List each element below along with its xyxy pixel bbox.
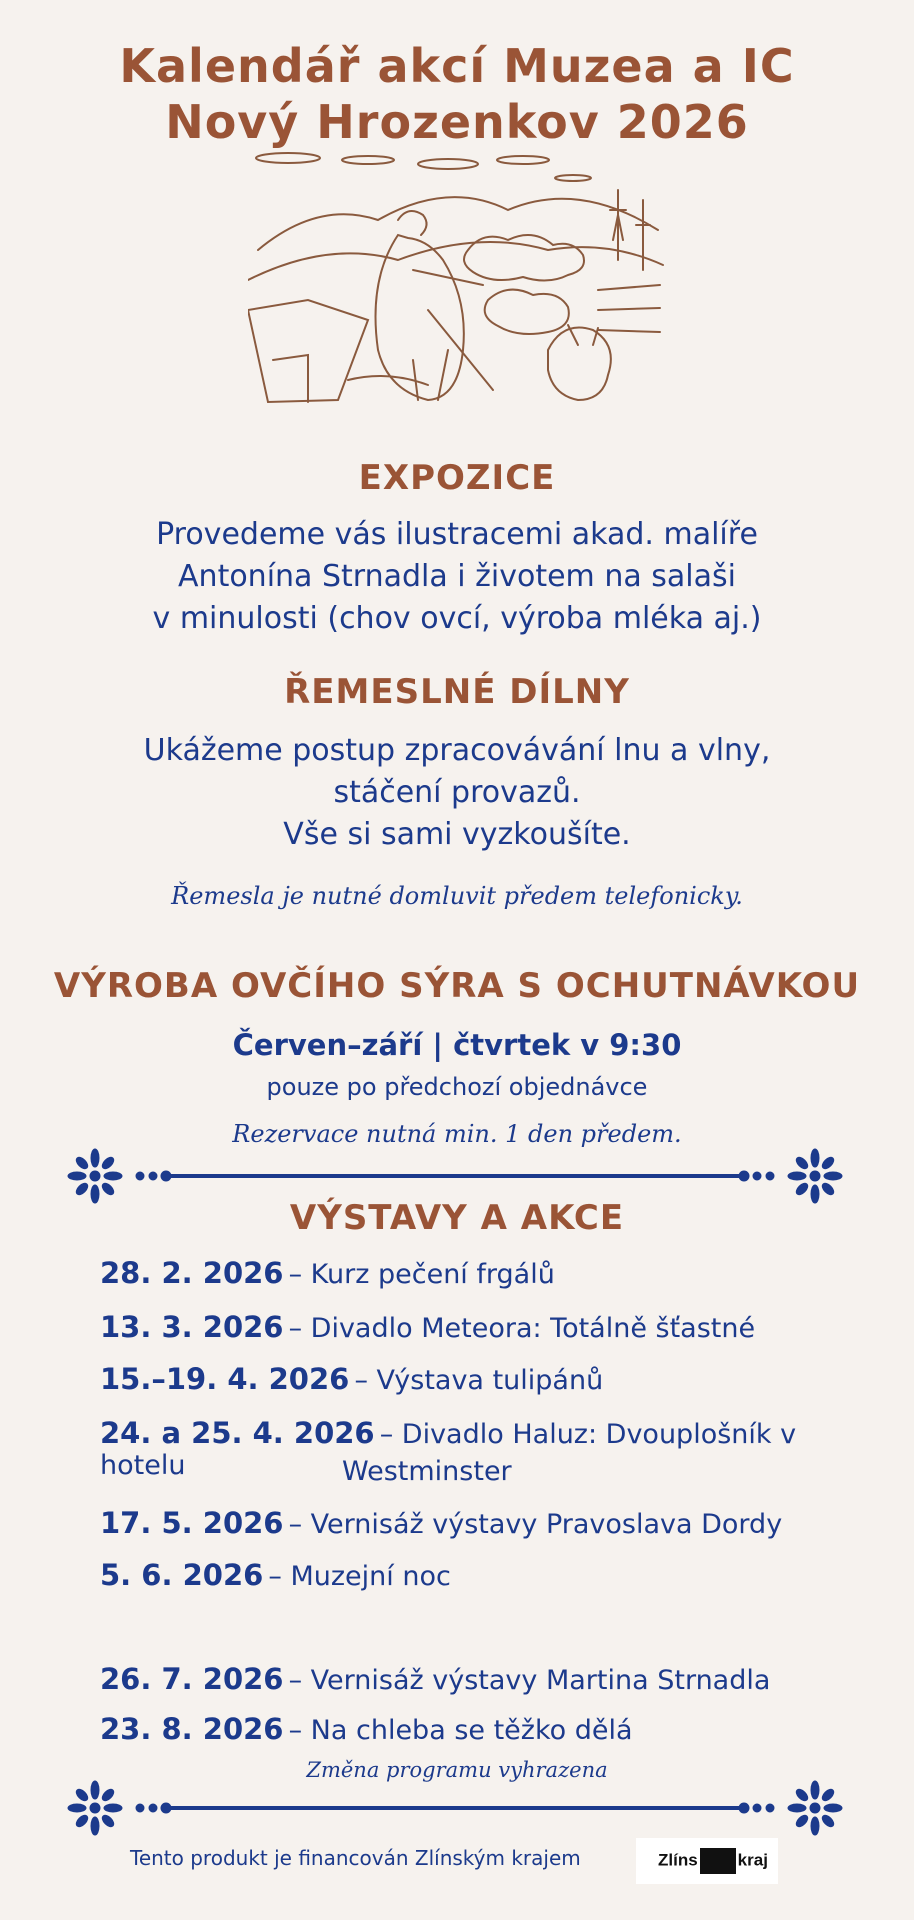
- expozice-line-2: Antonína Strnadla i životem na salaši: [178, 559, 736, 594]
- expozice-heading: EXPOZICE: [358, 458, 556, 498]
- event-item: [100, 1310, 880, 1344]
- event-item: [100, 1506, 880, 1540]
- title-line-2: Nový Hrozenkov 2026: [165, 95, 749, 149]
- dilny-line-2: stáčení provazů.: [333, 775, 581, 810]
- expozice-line-1: Provedeme vás ilustracemi akad. malíře: [156, 517, 758, 552]
- event-name: – Divadlo Haluz: Dvouplošník v hotelu: [100, 1419, 797, 1481]
- shepherd-sheep-illustration: [248, 150, 668, 418]
- dilny-line-3: Vše si sami vyzkoušíte.: [283, 817, 631, 852]
- folk-divider-top: [60, 1146, 850, 1206]
- event-name: – Kurz pečení frgálů: [288, 1259, 555, 1290]
- event-date: 28. 2. 2026: [100, 1256, 284, 1290]
- event-name: – Divadlo Meteora: Totálně šťastné: [288, 1313, 756, 1344]
- event-date: 15.–19. 4. 2026: [100, 1362, 350, 1396]
- event-name: – Vernisáž výstavy Pravoslava Dordy: [288, 1509, 783, 1540]
- event-date: 26. 7. 2026: [100, 1662, 284, 1696]
- dilny-note: Řemesla je nutné domluvit předem telefonicky.: [171, 882, 743, 910]
- event-name: – Muzejní noc: [268, 1561, 451, 1592]
- dilny-line-1: Ukážeme postup zpracovávání lnu a vlny,: [143, 733, 771, 768]
- logo-text-right: kraj: [737, 1850, 768, 1870]
- akce-note: Změna programu vyhrazena: [306, 1758, 608, 1782]
- event-item: [100, 1362, 880, 1396]
- folk-divider-bottom: [60, 1778, 850, 1838]
- event-item: [100, 1712, 880, 1746]
- logo-black-block: [700, 1848, 736, 1874]
- event-item: [100, 1558, 880, 1592]
- title-line-1: Kalendář akcí Muzea a IC: [119, 39, 795, 93]
- event-date: 5. 6. 2026: [100, 1558, 264, 1592]
- event-name: – Na chleba se těžko dělá: [288, 1715, 633, 1746]
- event-date: 24. a 25. 4. 2026: [100, 1416, 375, 1450]
- event-date: 23. 8. 2026: [100, 1712, 284, 1746]
- expozice-line-3: v minulosti (chov ovcí, výroba mléka aj.): [152, 601, 762, 636]
- event-item: [100, 1256, 880, 1290]
- syr-condition: pouze po předchozí objednávce: [266, 1073, 648, 1101]
- event-item: [100, 1662, 880, 1696]
- event-name: – Výstava tulipánů: [354, 1365, 604, 1396]
- event-date: 17. 5. 2026: [100, 1506, 284, 1540]
- zlinsky-kraj-logo: [636, 1838, 778, 1884]
- akce-heading: VÝSTAVY A AKCE: [289, 1198, 625, 1238]
- syr-note: Rezervace nutná min. 1 den předem.: [232, 1120, 682, 1148]
- syr-heading: VÝROBA OVČÍHO SÝRA S OCHUTNÁVKOU: [53, 966, 861, 1006]
- footer-funding-text: Tento produkt je financován Zlínským krajem: [130, 1846, 581, 1870]
- dilny-heading: ŘEMESLNÉ DÍLNY: [284, 672, 630, 712]
- syr-schedule: Červen–září | čtvrtek v 9:30: [232, 1028, 682, 1062]
- event-name-continued: Westminster: [342, 1456, 512, 1487]
- event-name: – Vernisáž výstavy Martina Strnadla: [288, 1665, 771, 1696]
- event-date: 13. 3. 2026: [100, 1310, 284, 1344]
- logo-text-left: Zlíns: [658, 1850, 698, 1870]
